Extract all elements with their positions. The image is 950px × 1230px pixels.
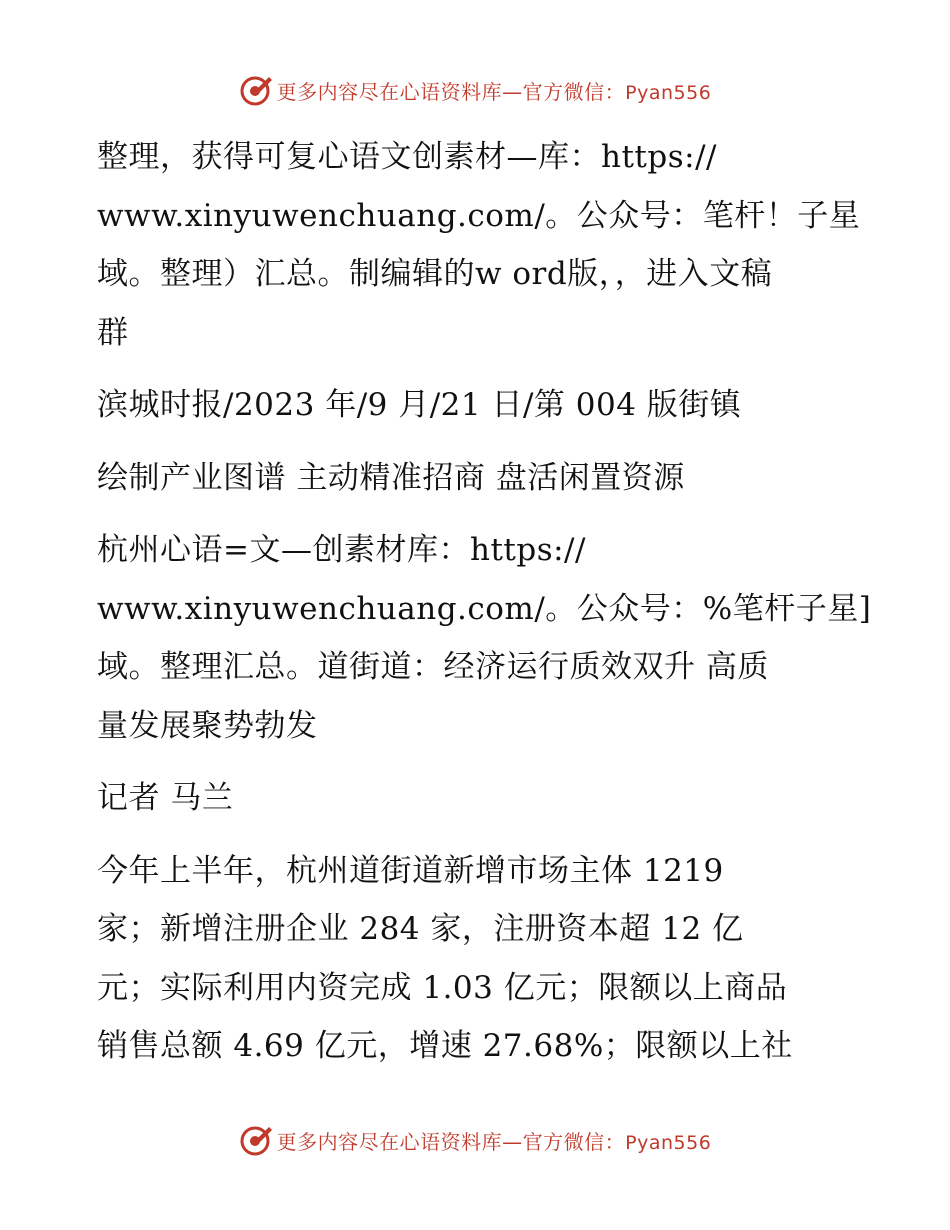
text-line: 滨城时报/2023 年/9 月/21 日/第 004 版街镇 bbox=[97, 387, 742, 423]
paragraph-headline bbox=[97, 449, 857, 508]
paragraph-subheadline bbox=[97, 521, 872, 755]
text-line: 量发展聚势勃发 bbox=[97, 707, 318, 744]
pen-circle-logo-icon bbox=[239, 73, 273, 107]
text-line: 销售总额 4.69 亿元，增速 27.68%；限额以上社 bbox=[97, 1028, 793, 1064]
text-line: 元；实际利用内资完成 1.03 亿元；限额以上商品 bbox=[97, 969, 788, 1006]
document-body bbox=[97, 128, 872, 1090]
paragraph-intro bbox=[97, 128, 861, 362]
pen-circle-logo-icon bbox=[239, 1123, 273, 1157]
text-line: 杭州心语=文—创素材库：https:// bbox=[97, 532, 586, 568]
paragraph-source bbox=[97, 376, 857, 435]
text-line: 今年上半年，杭州道街道新增市场主体 1219 bbox=[97, 852, 724, 889]
text-line: 域。整理汇总。道街道：经济运行质效双升 高质 bbox=[97, 649, 769, 685]
text-line: www.xinyuwenchuang.com/。公众号：笔杆！子星 bbox=[97, 197, 861, 234]
bottom-watermark-banner bbox=[0, 1120, 950, 1160]
text-line: 群 bbox=[97, 314, 129, 351]
watermark-label: 更多内容尽在心语资料库—官方微信： bbox=[276, 79, 626, 104]
text-line: 整理，获得可复心语文创素材—库：https:// bbox=[97, 139, 717, 175]
paragraph-byline bbox=[97, 769, 857, 828]
text-line: 绘制产业图谱 主动精准招商 盘活闲置资源 bbox=[97, 459, 685, 496]
text-line: www.xinyuwenchuang.com/。公众号：%笔杆子星] bbox=[97, 590, 872, 627]
watermark-label: 更多内容尽在心语资料库—官方微信： bbox=[276, 1129, 626, 1154]
watermark-handle: Pyan556 bbox=[625, 81, 712, 104]
watermark-text bbox=[277, 76, 712, 105]
text-line: 记者 马兰 bbox=[97, 780, 234, 816]
text-line: 域。整理）汇总。制编辑的w ord版，，进入文稿 bbox=[97, 256, 773, 292]
watermark-handle: Pyan556 bbox=[625, 1131, 712, 1154]
watermark-text bbox=[277, 1126, 712, 1155]
paragraph-body bbox=[97, 842, 857, 1076]
top-watermark-banner bbox=[0, 70, 950, 110]
text-line: 家；新增注册企业 284 家，注册资本超 12 亿 bbox=[97, 911, 744, 947]
